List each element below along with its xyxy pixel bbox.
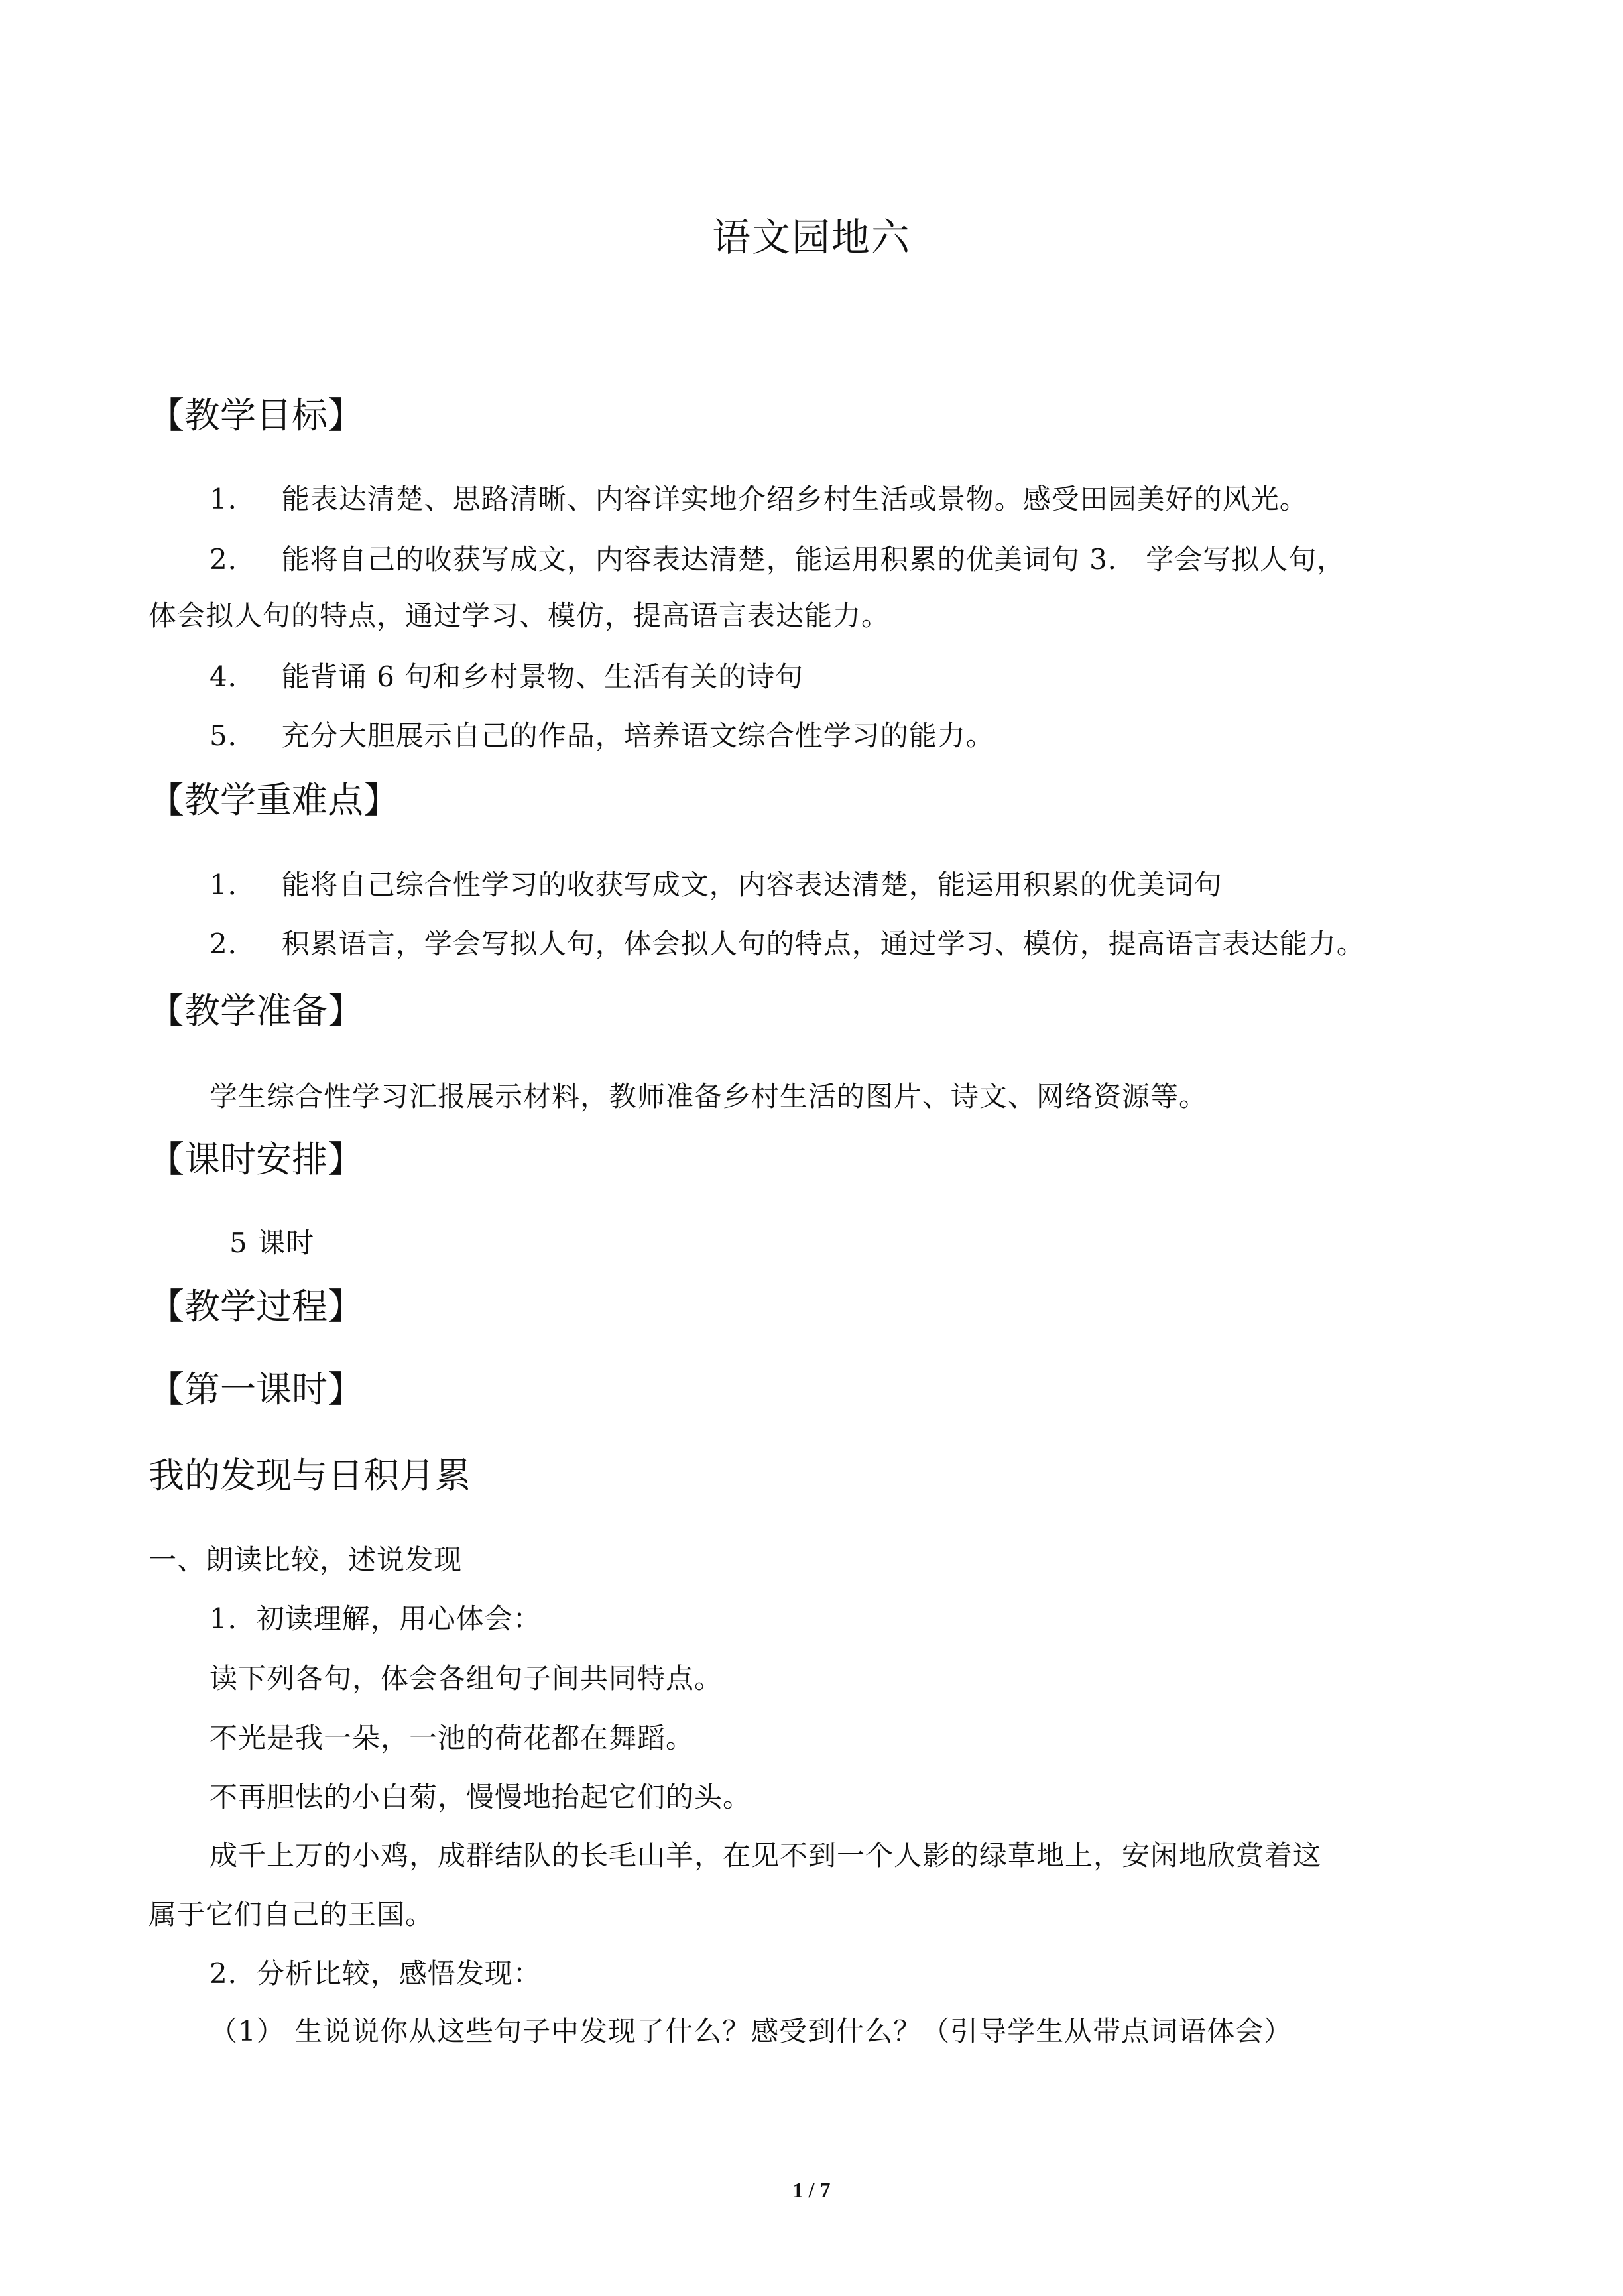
preparation-heading: 【教学准备】 — [149, 990, 363, 1032]
schedule-text: 5 课时 — [229, 1227, 315, 1259]
part1-line: 不光是我一朵，一池的荷花都在舞蹈。 — [210, 1722, 695, 1754]
objective-item-5 — [210, 716, 994, 756]
preparation-text: 学生综合性学习汇报展示材料，教师准备乡村生活的图片、诗文、网络资源等。 — [210, 1080, 1208, 1113]
key-point-item-2 — [210, 924, 1365, 964]
key-point-item-1 — [210, 865, 1223, 905]
objective-item-2 — [210, 540, 1345, 579]
objective-text: 充分大胆展示自己的作品，培养语文综合性学习的能力。 — [281, 719, 994, 752]
part1-line: 成千上万的小鸡，成群结队的长毛山羊，在见不到一个人影的绿草地上，安闲地欣赏着这 — [210, 1839, 1322, 1872]
key-points-heading: 【教学重难点】 — [149, 779, 399, 821]
schedule-heading: 【课时安排】 — [149, 1138, 363, 1180]
part1-step2-item: （1） 生说说你从这些句子中发现了什么？感受到什么？（引导学生从带点词语体会） — [210, 2015, 1293, 2047]
process-heading: 【教学过程】 — [149, 1286, 363, 1327]
objective-item-4 — [210, 657, 804, 697]
page-number: 1 / 7 — [792, 2178, 831, 2202]
objective-number: 1． — [210, 483, 257, 515]
key-point-text: 能将自己综合性学习的收获写成文，内容表达清楚，能运用积累的优美词句 — [281, 869, 1223, 901]
objective-text: 能将自己的收获写成文，内容表达清楚，能运用积累的优美词句 3． 学会写拟人句， — [281, 543, 1346, 575]
part1-line: 读下列各句，体会各组句子间共同特点。 — [210, 1662, 723, 1695]
lesson1-subtitle: 我的发现与日积月累 — [149, 1455, 471, 1496]
key-point-text: 积累语言，学会写拟人句，体会拟人句的特点，通过学习、模仿，提高语言表达能力。 — [281, 928, 1365, 960]
objective-number: 5． — [210, 719, 257, 752]
part1-line: 不再胆怯的小白菊，慢慢地抬起它们的头。 — [210, 1781, 752, 1813]
objective-text: 能背诵 6 句和乡村景物、生活有关的诗句 — [281, 660, 804, 693]
part1-title: 一、朗读比较，述说发现 — [149, 1543, 463, 1576]
objective-number: 4． — [210, 660, 257, 693]
part1-line: 属于它们自己的王国。 — [149, 1898, 434, 1931]
document-title: 语文园地六 — [711, 215, 911, 260]
objective-text: 能表达清楚、思路清晰、内容详实地介绍乡村生活或景物。感受田园美好的风光。 — [281, 483, 1308, 515]
lesson1-heading: 【第一课时】 — [149, 1368, 363, 1410]
part1-step1: 1．初读理解，用心体会： — [210, 1602, 542, 1635]
part1-step2: 2．分析比较，感悟发现： — [210, 1957, 542, 1990]
objective-number: 2． — [210, 543, 257, 575]
key-point-number: 2． — [210, 928, 257, 960]
objective-item-1 — [210, 479, 1308, 519]
objective-item-2-continued: 体会拟人句的特点，通过学习、模仿，提高语言表达能力。 — [149, 599, 890, 632]
objectives-heading: 【教学目标】 — [149, 394, 363, 436]
key-point-number: 1． — [210, 869, 257, 901]
